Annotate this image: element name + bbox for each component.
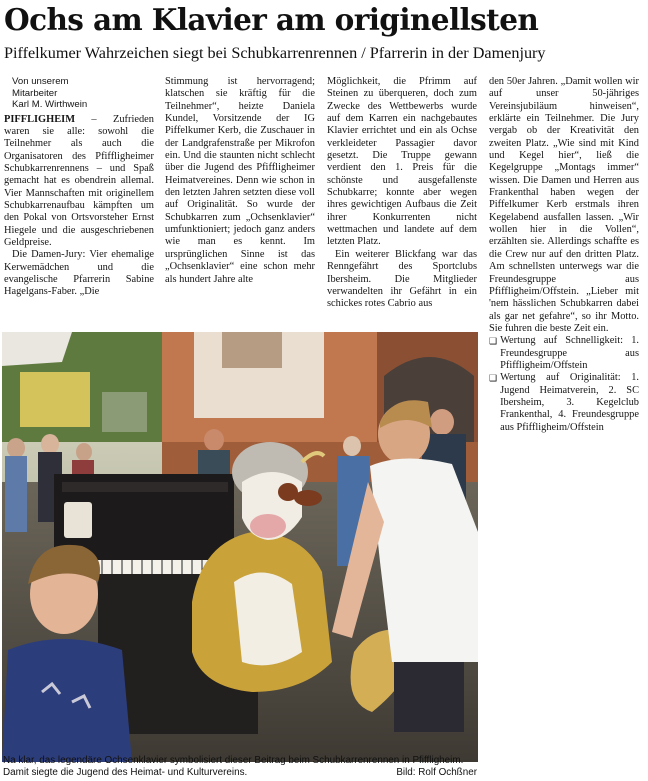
column-4-paragraph-1: den 50er Jahren. „Damit wollen wir auf unser 50-jähriges Vereinsjubiläum hinweisen“, erklärte ein Teilnehmer. Die Jury vergab ob der Kreativität den zweiten Platz. „Wie sind mit Kind und Kegel hier“, ließ die Kegelgruppe „Montags immer“ wissen. Die Damen und Herren aus Frankenthal haben wegen der Piffelkumer Kerb erstmals ihren Kegelabend ausfallen lassen. „Wir wollen hier in die Vollen“, erzählten sie. Allerdings schaffte es die Crew nur auf den dritten Platz. Am schnellsten unterwegs war die Freundesgruppe aus Pfiffligheim/Offstein. „Lieber mit 'nem hässlichen Schubkarren dabei als gar net gefahre“, so ihr Motto. Sie fuhren die beste Zeit ein. [489, 76, 639, 334]
caption-text: Na klar, das legendäre Ochsenklavier symbolisiert dieser Beitrag beim Schubkarrenrennen in Pfiffligheim. Damit siegte die Jugend des Heimat- und Kulturvereins. [3, 755, 464, 778]
result-speed [489, 335, 639, 372]
yellow-house [20, 372, 90, 427]
column-3 [327, 76, 477, 311]
photo-illustration [2, 332, 478, 762]
byline-author: Karl M. Wirthwein [12, 99, 88, 110]
column-1 [4, 76, 154, 299]
window [222, 332, 282, 368]
subheadline: Piffelkumer Wahrzeichen siegt bei Schubkarrenrennen / Pfarrerin in der Damenjury [4, 44, 546, 62]
byline-line-2: Mitarbeiter [12, 87, 58, 99]
tent-canopy [2, 332, 72, 366]
checkbox-bullet-icon: ❑ [489, 373, 498, 384]
photo-credit: Bild: Rolf Ochßner [392, 767, 477, 779]
photo-caption [3, 755, 477, 778]
column-2 [165, 76, 315, 286]
column-1-paragraph-2: Die Damen-Jury: Vier ehemalige Kerwemädchen und die evangelische Pfarrerin Sabine Hagelgans-Faber. „Die [4, 249, 154, 298]
lead-paragraph [4, 114, 154, 250]
headline: Ochs am Klavier am originellsten [4, 2, 539, 37]
result-speed-text: Wertung auf Schnelligkeit: 1. Freundesgruppe aus Pfiffligheim/Offstein [500, 335, 639, 371]
lead-text: – Zufrieden waren sie alle: sowohl die Teilnehmer als auch die Organisatoren des Pfiffligheimer Schubkarrenrennens – und Spaß gemacht hat es obendrein allemal. Vier Mannschaften mit originellem Schubkarrenaufbau kämpften um den Pokal von Ortsvorsteher Ernst Hiegele und die ausgeschriebenen Geldpreise. [4, 113, 154, 248]
article-photo [2, 332, 478, 762]
checkbox-bullet-icon: ❑ [489, 336, 498, 347]
result-originality-text: Wertung auf Originalität: 1. Jugend Heimatverein, 2. SC Ibersheim, 3. Kegelclub Frankenthal, 4. Freundesgruppe aus Pfiffligheim/Offstein [500, 372, 639, 433]
column-3-paragraph-1: Möglichkeit, die Pfrimm auf Steinen zu überqueren, doch zum Zwecke des Wettbewerbs wurde auf dem Karren ein nachgebautes Klavier errichtet und ein als Ochse verkleideter Passagier davor gesetzt. Die Truppe gewann verdient den 1. Preis für die schönste und ausgefallenste Schubkarre; konnte aber wegen ihres gewichtigen Aufbaus die Zeit ihrer Konkurrenten nicht wettmachen und landete auf dem letzten Platz. [327, 76, 477, 248]
result-originality [489, 372, 639, 434]
column-3-paragraph-2: Ein weiterer Blickfang war das Renngefährt des Sportclubs Ibersheim. Die Mitglieder verwandelten ihr Gefährt in ein schickes rotes Cabrio aus [327, 248, 477, 310]
byline-line-1: Von unserem [12, 76, 69, 87]
dateline: PIFFLIGHEIM [4, 113, 76, 125]
column-4 [489, 76, 639, 434]
column-2-text: Stimmung ist hervorragend; klatschen sie kräftig für die Teilnehmer“, heizte Daniela Kundel, Vorsitzende der IG Piffelkumer Kerb, die Zuschauer in der Landgrafenstraße per Mikrofon ein. Und die staunten nicht schlecht über die Jugend des Pfiffligheimer Heimatvereines. Denn wie schon in den letzten Jahren setzten diese voll auf Originalität. So wurde der Schubkarren zum „Ochsenklavier“ umfunktioniert; jedoch ganz anders wie man es kennt. Im ursprünglichen Sinne ist das „Ochsenklavier“ eine schon mehr als hundert Jahre alte [165, 76, 315, 285]
